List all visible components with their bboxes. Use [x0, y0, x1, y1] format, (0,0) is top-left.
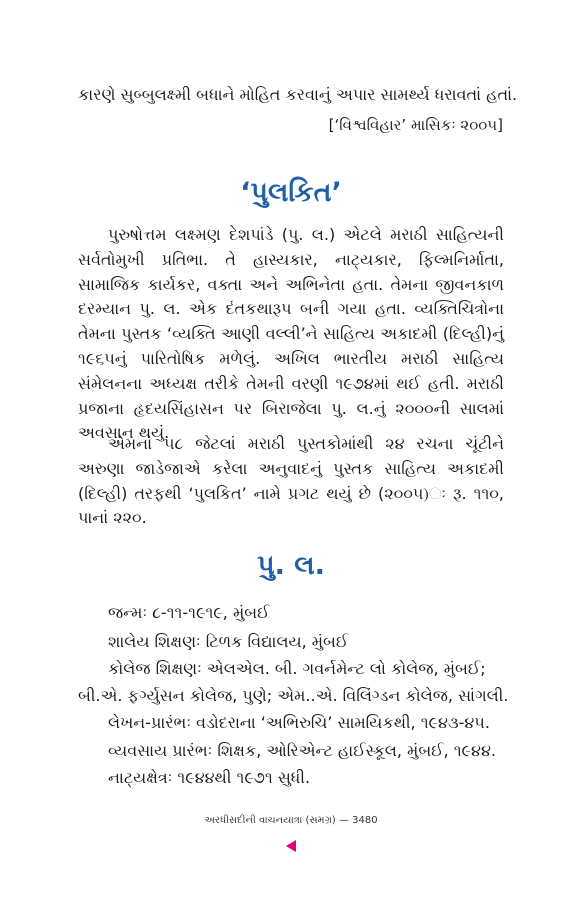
- continued-line: કારણે સુબ્બુલક્ષ્મી બધાને મોહિત કરવાનું અપાર સામર્થ્ય ધરાવતાં હતાં.: [78, 85, 518, 104]
- page-footer: અરધીસદીની વાચનયાત્રા (સમગ્ર) — 3480: [204, 815, 378, 826]
- bio-school: શાલેય શિક્ષણઃ ટિળક વિદ્યાલય, મુંબઈ: [108, 632, 349, 651]
- previous-page-arrow-icon[interactable]: [286, 840, 296, 852]
- section-title-pu-la: પુ. લ.: [257, 550, 325, 581]
- bio-college-cont: બી.એ. ફર્ગ્યુસન કોલેજ, પુણે; એમ..એ. વિલિંગ્ડન કોલેજ, સાંગલી.: [78, 686, 509, 705]
- bio-career-start: વ્યવસાય પ્રારંભઃ શિક્ષક, ઓરિએન્ટ હાઈસ્કૂલ, મુંબઈ, ૧૯૪૪.: [108, 741, 496, 760]
- bio-college: કોલેજ શિક્ષણઃ એલએલ. બી. ગવર્નમેન્ટ લો કોલેજ, મુંબઈ;: [108, 659, 486, 678]
- source-citation: [‘વિશ્વવિહાર’ માસિકઃ ૨૦૦૫]: [328, 116, 503, 134]
- bio-birth: જન્મઃ ૮-૧૧-૧૯૧૯, મુંબઈ: [108, 603, 270, 622]
- paragraph-intro: પુરુષોત્તમ લક્ષ્મણ દેશપાંડે (પુ. લ.) એટલે મરાઠી સાહિત્યની સર્વતોમુખી પ્રતિભા. તે હાસ્યકાર, નાટ્યકાર, ફિલ્મનિર્માતા, સામાજિક કાર્યકર, વક્તા અને અભિનેતા હતા. તેમના જીવનકાળ દરમ્યાન પુ. લ. એક દંતકથારૂપ બની ગયા હતા. વ્યક્તિચિત્રોના તેમના પુસ્તક ‘વ્યક્તિ આણી વલ્લી’ને સાહિત્ય અકાદમી (દિલ્હી)નું ૧૯૬૫નું પારિતોષિક મળેલું. અખિલ ભારતીય મરાઠી સાહિત્ય સંમેલનના અધ્યક્ષ તરીકે તેમની વરણી ૧૯૭૪માં થઈ હતી. મરાઠી પ્રજાના હૃદયસિંહાસન પર બિરાજેલા પુ. લ.નું ૨૦૦૦ની સાલમાં અવસાન થયું.: [78, 225, 504, 443]
- paragraph-translation: એમનાં ૫૮ જેટલાં મરાઠી પુસ્તકોમાંથી ૨૪ રચના ચૂંટીને અરુણા જાડેજાએ કરેલા અનુવાદનું પુસ્તક સાહિત્ય અકાદમી (દિલ્હી) તરફથી ‘પુલકિત’ નામે પ્રગટ થયું છે (૨૦૦૫)ઃ રૂ. ૧૧૦, પાનાં ૨૨૦.: [78, 434, 504, 528]
- section-title-pulkit: ‘પુલકિત’: [240, 177, 342, 208]
- bio-writing-start: લેખન-પ્રારંભઃ વડોદરાના ‘અભિરુચિ’ સામયિકથી, ૧૯૪૩-૪૫.: [108, 713, 490, 732]
- bio-theatre: નાટ્યક્ષેત્રઃ ૧૯૪૪થી ૧૯૭૧ સુધી.: [108, 768, 311, 787]
